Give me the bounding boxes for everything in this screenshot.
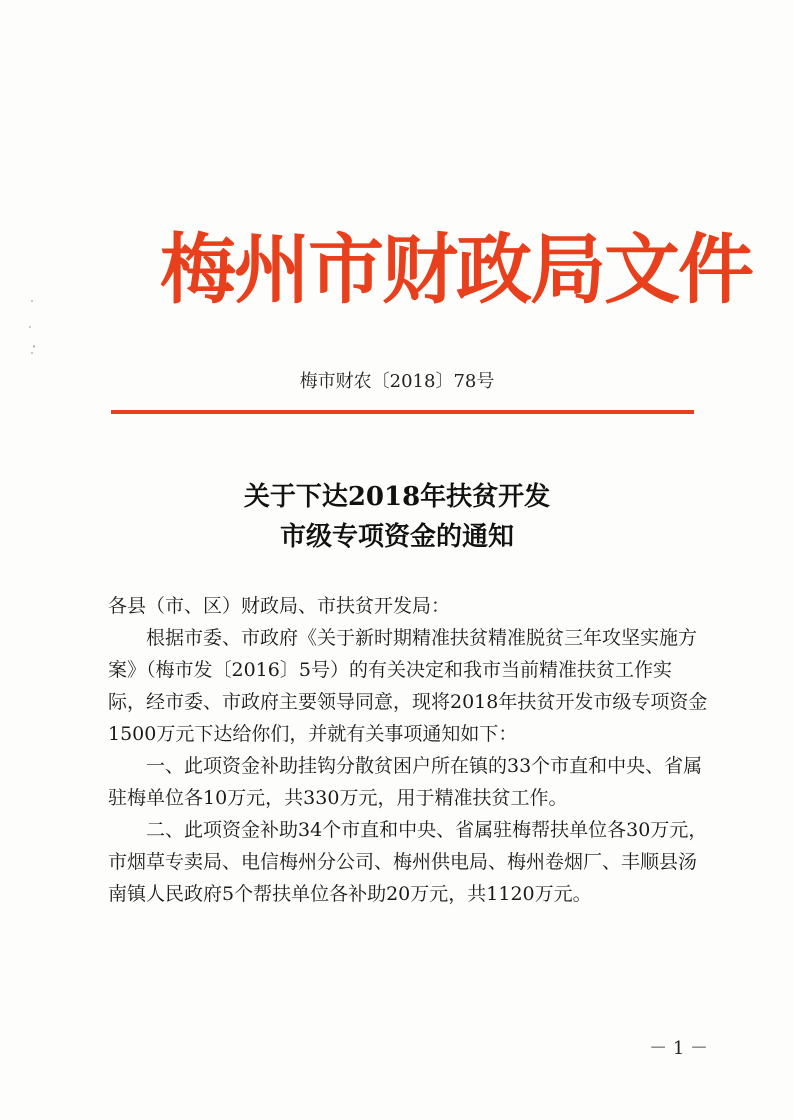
scan-speck [33,345,35,348]
page-number: － 1 － [649,1038,708,1059]
scan-speck [31,352,33,354]
salutation: 各县（市、区）财政局、市扶贫开发局： [108,595,451,617]
paragraph-intro: 根据市委、市政府《关于新时期精准扶贫精准脱贫三年攻坚实施方案》（梅市发〔2016〕5号）的有关决定和我市当前精准扶贫工作实际，经市委、市政府主要领导同意，现将2018年扶贫开发市级专项资金1500万元下达给你们，并就有关事项通知如下： [108,627,708,745]
document-body [108,590,708,910]
document-number: 梅市财农〔2018〕78号 [299,371,495,392]
document-title-line-1: 关于下达2018年扶贫开发 [243,482,551,512]
document-title-line-2: 市级专项资金的通知 [279,522,514,552]
paragraph-item-1: 一、此项资金补助挂钩分散贫困户所在镇的33个市直和中央、省属驻梅单位各10万元，共330万元，用于精准扶贫工作。 [108,755,703,809]
paragraph-item-2: 二、此项资金补助34个市直和中央、省属驻梅帮扶单位各30万元，市烟草专卖局、电信梅州分公司、梅州供电局、梅州卷烟厂、丰顺县汤南镇人民政府5个帮扶单位各补助20万元，共1120万元。 [108,819,708,905]
issuing-authority-header: 梅州市财政局文件 [160,225,752,314]
scan-speck [29,326,31,328]
scan-speck [31,300,33,302]
red-separator-line [111,410,694,414]
